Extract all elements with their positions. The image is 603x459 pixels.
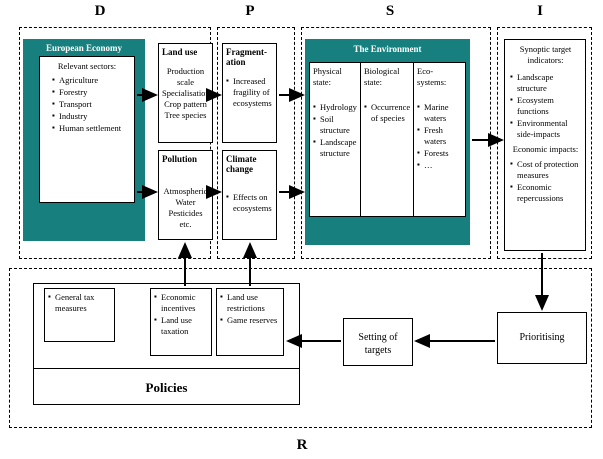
- list-item: ▪ Land use restrictions: [220, 292, 280, 314]
- policy-box-1-list: [48, 292, 111, 314]
- setting-targets-box: [343, 318, 413, 366]
- line: Pesticides: [168, 208, 203, 218]
- fragmentation-list: [226, 76, 273, 109]
- relevant-sectors-box: [39, 56, 135, 203]
- pollution-box: [158, 150, 213, 240]
- line: Water: [175, 197, 196, 207]
- climate-change-box: [222, 150, 277, 240]
- land-use-title: Land use: [162, 47, 198, 57]
- fragmentation-title: Fragment-: [226, 47, 267, 57]
- header-i: I: [537, 3, 543, 19]
- list-item: ▪ Occurrence of species: [364, 102, 410, 124]
- policy-box-2-list: [154, 292, 208, 337]
- list-item: ▪ General tax measures: [48, 292, 111, 314]
- list-item: ▪ Effects on ecosystems: [226, 192, 273, 214]
- line: Tree species: [164, 110, 207, 120]
- list-item: ▪ Environmental side-impacts: [510, 118, 581, 140]
- climate-change-list: [226, 192, 273, 214]
- synoptic-list: [510, 72, 581, 140]
- prioritising-box: [497, 312, 587, 364]
- climate-change-title-2: change: [226, 164, 253, 174]
- ecosystems-list: [417, 102, 462, 171]
- physical-state-column: [310, 63, 361, 216]
- line: Atmospheric: [163, 186, 208, 196]
- biological-state-column: [361, 63, 414, 216]
- land-use-lines: [162, 66, 209, 121]
- list-item: ▪ Economic incentives: [154, 292, 208, 314]
- header-s: S: [385, 3, 395, 19]
- physical-state-list: [313, 102, 357, 159]
- list-item: ▪ Transport: [53, 99, 130, 110]
- list-item: ▪ Ecosystem functions: [510, 95, 581, 117]
- line: Specialisation: [162, 88, 210, 98]
- list-item: ▪ Game reserves: [220, 315, 280, 326]
- list-item: ▪ Soil structure: [313, 114, 357, 136]
- relevant-sectors-list: [44, 75, 130, 134]
- list-item: ▪ Industry: [53, 111, 130, 122]
- line: etc.: [179, 219, 192, 229]
- relevant-sectors-label: Relevant sectors:: [57, 61, 117, 71]
- header-p: P: [245, 3, 255, 19]
- list-item: ▪ Increased fragility of ecosystems: [226, 76, 273, 109]
- list-item: ▪ …: [417, 160, 462, 171]
- header-r: R: [296, 437, 308, 453]
- climate-change-title: Climate: [226, 154, 257, 164]
- list-item: ▪ Marine waters: [417, 102, 462, 124]
- policy-box-1: [44, 288, 115, 342]
- list-item: ▪ Landscape structure: [313, 137, 357, 159]
- economic-list: [510, 159, 581, 204]
- policy-box-2: [150, 288, 212, 356]
- european-economy-title: European Economy: [45, 43, 123, 53]
- line: Crop pattern: [164, 99, 207, 109]
- policies-label: Policies: [145, 380, 188, 395]
- policies-label-row: [33, 368, 300, 405]
- synoptic-heading: Synoptic target indicators:: [519, 44, 572, 65]
- list-item: ▪ Landscape structure: [510, 72, 581, 94]
- header-d: D: [94, 3, 106, 19]
- list-item: ▪ Forests: [417, 148, 462, 159]
- list-item: ▪ Cost of protection measures: [510, 159, 581, 181]
- list-item: ▪ Hydrology: [313, 102, 357, 113]
- physical-state-heading: Physical state:: [313, 66, 342, 87]
- fragmentation-title-2: ation: [226, 57, 246, 67]
- indicators-box: [504, 39, 586, 251]
- prioritising-label: Prioritising: [519, 332, 565, 343]
- policy-box-3: [216, 288, 284, 356]
- list-item: ▪ Fresh waters: [417, 125, 462, 147]
- environment-columns: [309, 62, 466, 217]
- list-item: ▪ Human settlement: [53, 123, 130, 134]
- ecosystems-heading: Eco- systems:: [417, 66, 447, 87]
- biological-state-list: [364, 102, 410, 124]
- economic-heading: Economic impacts:: [512, 144, 579, 154]
- land-use-box: [158, 43, 213, 143]
- list-item: ▪ Forestry: [53, 87, 130, 98]
- list-item: ▪ Agriculture: [53, 75, 130, 86]
- line: scale: [177, 77, 194, 87]
- setting-targets-label: Setting of targets: [358, 332, 398, 356]
- policy-box-3-list: [220, 292, 280, 326]
- environment-title: The Environment: [353, 44, 422, 54]
- ecosystems-column: [414, 63, 465, 216]
- line: Production: [166, 66, 205, 76]
- biological-state-heading: Biological state:: [364, 66, 400, 87]
- list-item: ▪ Land use taxation: [154, 315, 208, 337]
- list-item: ▪ Economic repercussions: [510, 182, 581, 204]
- pollution-title: Pollution: [162, 154, 198, 164]
- fragmentation-box: [222, 43, 277, 143]
- pollution-lines: [162, 186, 209, 230]
